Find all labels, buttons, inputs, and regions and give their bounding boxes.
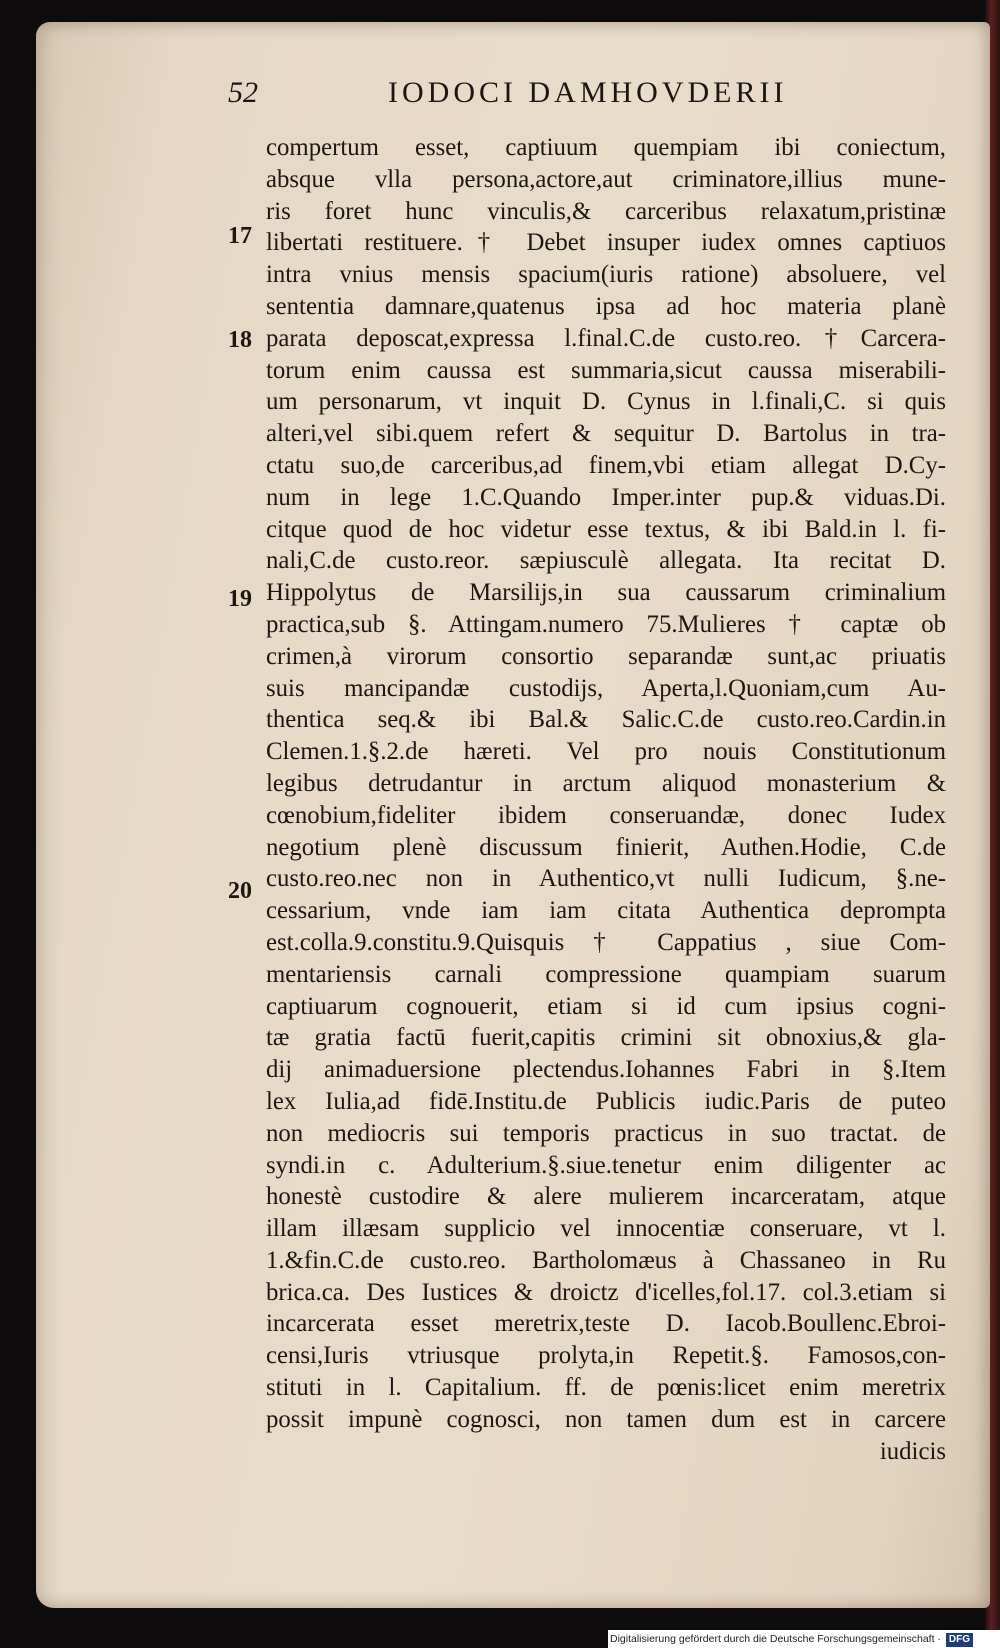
text-line: negotium plenè discussum finierit, Authen.Hodie, C.de xyxy=(266,833,946,861)
footer-separator: · xyxy=(934,1633,944,1645)
text-line: suis mancipandæ custodijs, Aperta,l.Quoniam,cum Au- xyxy=(266,674,946,702)
text-line: sententia damnare,quatenus ipsa ad hoc materia planè xyxy=(266,292,946,320)
text-line: tæ gratia factū fuerit,capitis crimini sit obnoxius,& gla- xyxy=(266,1024,946,1052)
text-line: nali,C.de custo.reor. sæpiusculè allegata. Ita recitat D. xyxy=(266,547,946,575)
margin-number-19: 19 xyxy=(228,586,252,612)
text-line: um personarum, vt inquit D. Cynus in l.finali,C. si quis xyxy=(266,388,946,416)
text-line: ctatu suo,de carceribus,ad finem,vbi etiam allegat D.Cy- xyxy=(266,451,946,479)
text-line: cœnobium,fideliter ibidem conseruandæ, donec Iudex xyxy=(266,801,946,829)
text-line: captiuarum cognouerit, etiam si id cum ipsius cogni- xyxy=(266,992,946,1020)
digitization-footer xyxy=(608,1630,1000,1648)
text-line: Clemen.1.§.2.de hæreti. Vel pro nouis Constitutionum xyxy=(266,738,946,766)
text-line: cessarium, vnde iam iam citata Authentica deprompta xyxy=(266,897,946,925)
text-line: custo.reo.nec non in Authentico,vt nulli Iudicum, §.ne- xyxy=(266,865,946,893)
text-line: non mediocris sui temporis practicus in suo tractat. de xyxy=(266,1119,946,1147)
text-line: honestè custodire & alere mulierem incarceratam, atque xyxy=(266,1183,946,1211)
text-line: est.colla.9.constitu.9.Quisquis † Cappatius , siue Com- xyxy=(266,928,946,956)
text-line: thentica seq.& ibi Bal.& Salic.C.de custo.reo.Cardin.in xyxy=(266,706,946,734)
text-line: num in lege 1.C.Quando Imper.inter pup.& viduas.Di. xyxy=(266,483,946,511)
margin-number-20: 20 xyxy=(228,878,252,904)
margin-number-17: 17 xyxy=(228,223,252,249)
text-line: alteri,vel sibi.quem refert & sequitur D. Bartolus in tra- xyxy=(266,420,946,448)
text-line: stituti in l. Capitalium. ff. de pœnis:licet enim meretrix xyxy=(266,1374,946,1402)
text-line: syndi.in c. Adulterium.§.siue.tenetur enim diligenter ac xyxy=(266,1151,946,1179)
page-number: 52 xyxy=(228,76,258,109)
body-text xyxy=(266,132,946,1467)
text-line: mentariensis carnali compressione quampiam suarum xyxy=(266,960,946,988)
text-line: citque quod de hoc videtur esse textus, & ibi Bald.in l. fi- xyxy=(266,515,946,543)
text-line: absque vlla persona,actore,aut criminatore,illius mune- xyxy=(266,165,946,193)
dfg-logo: DFG xyxy=(946,1633,973,1647)
text-line: censi,Iuris vtriusque prolyta,in Repetit.§. Famosos,con- xyxy=(266,1342,946,1370)
running-head: IODOCI DAMHOVDERII xyxy=(388,76,788,109)
text-line: possit impunè cognosci, non tamen dum est in carcere xyxy=(266,1405,946,1433)
text-line: legibus detrudantur in arctum aliquod monasterium & xyxy=(266,769,946,797)
text-line: intra vnius mensis spacium(iuris ratione) absoluere, vel xyxy=(266,261,946,289)
text-line: brica.ca. Des Iustices & droictz d'icelles,fol.17. col.3.etiam si xyxy=(266,1278,946,1306)
text-line: incarcerata esset meretrix,teste D. Iacob.Boullenc.Ebroi- xyxy=(266,1310,946,1338)
footer-text: Digitalisierung gefördert durch die Deutsche Forschungsgemeinschaft xyxy=(610,1633,935,1645)
text-line: Hippolytus de Marsilijs,in sua caussarum criminalium xyxy=(266,579,946,607)
text-line: illam illæsam supplicio vel innocentiæ conseruare, vt l. xyxy=(266,1215,946,1243)
text-line: ris foret hunc vinculis,& carceribus relaxatum,pristinæ xyxy=(266,197,946,225)
text-line: practica,sub §. Attingam.numero 75.Mulieres † captæ ob xyxy=(266,610,946,638)
text-line: crimen,à virorum consortio separandæ sunt,ac priuatis xyxy=(266,642,946,670)
text-line: libertati restituere.† Debet insuper iudex omnes captiuos xyxy=(266,229,946,257)
margin-number-18: 18 xyxy=(228,327,252,353)
text-line: torum enim caussa est summaria,sicut caussa miserabili- xyxy=(266,356,946,384)
text-line: compertum esset, captiuum quempiam ibi coniectum, xyxy=(266,134,946,161)
text-line: lex Iulia,ad fidē.Institu.de Publicis iudic.Paris de puteo xyxy=(266,1087,946,1115)
text-line: 1.&fin.C.de custo.reo. Bartholomæus à Chassaneo in Ru xyxy=(266,1246,946,1274)
text-line: parata deposcat,expressa l.final.C.de custo.reo.†Carcera- xyxy=(266,324,946,352)
catchword: iudicis xyxy=(879,1437,946,1465)
text-line: dij animaduersione plectendus.Iohannes Fabri in §.Item xyxy=(266,1056,946,1084)
